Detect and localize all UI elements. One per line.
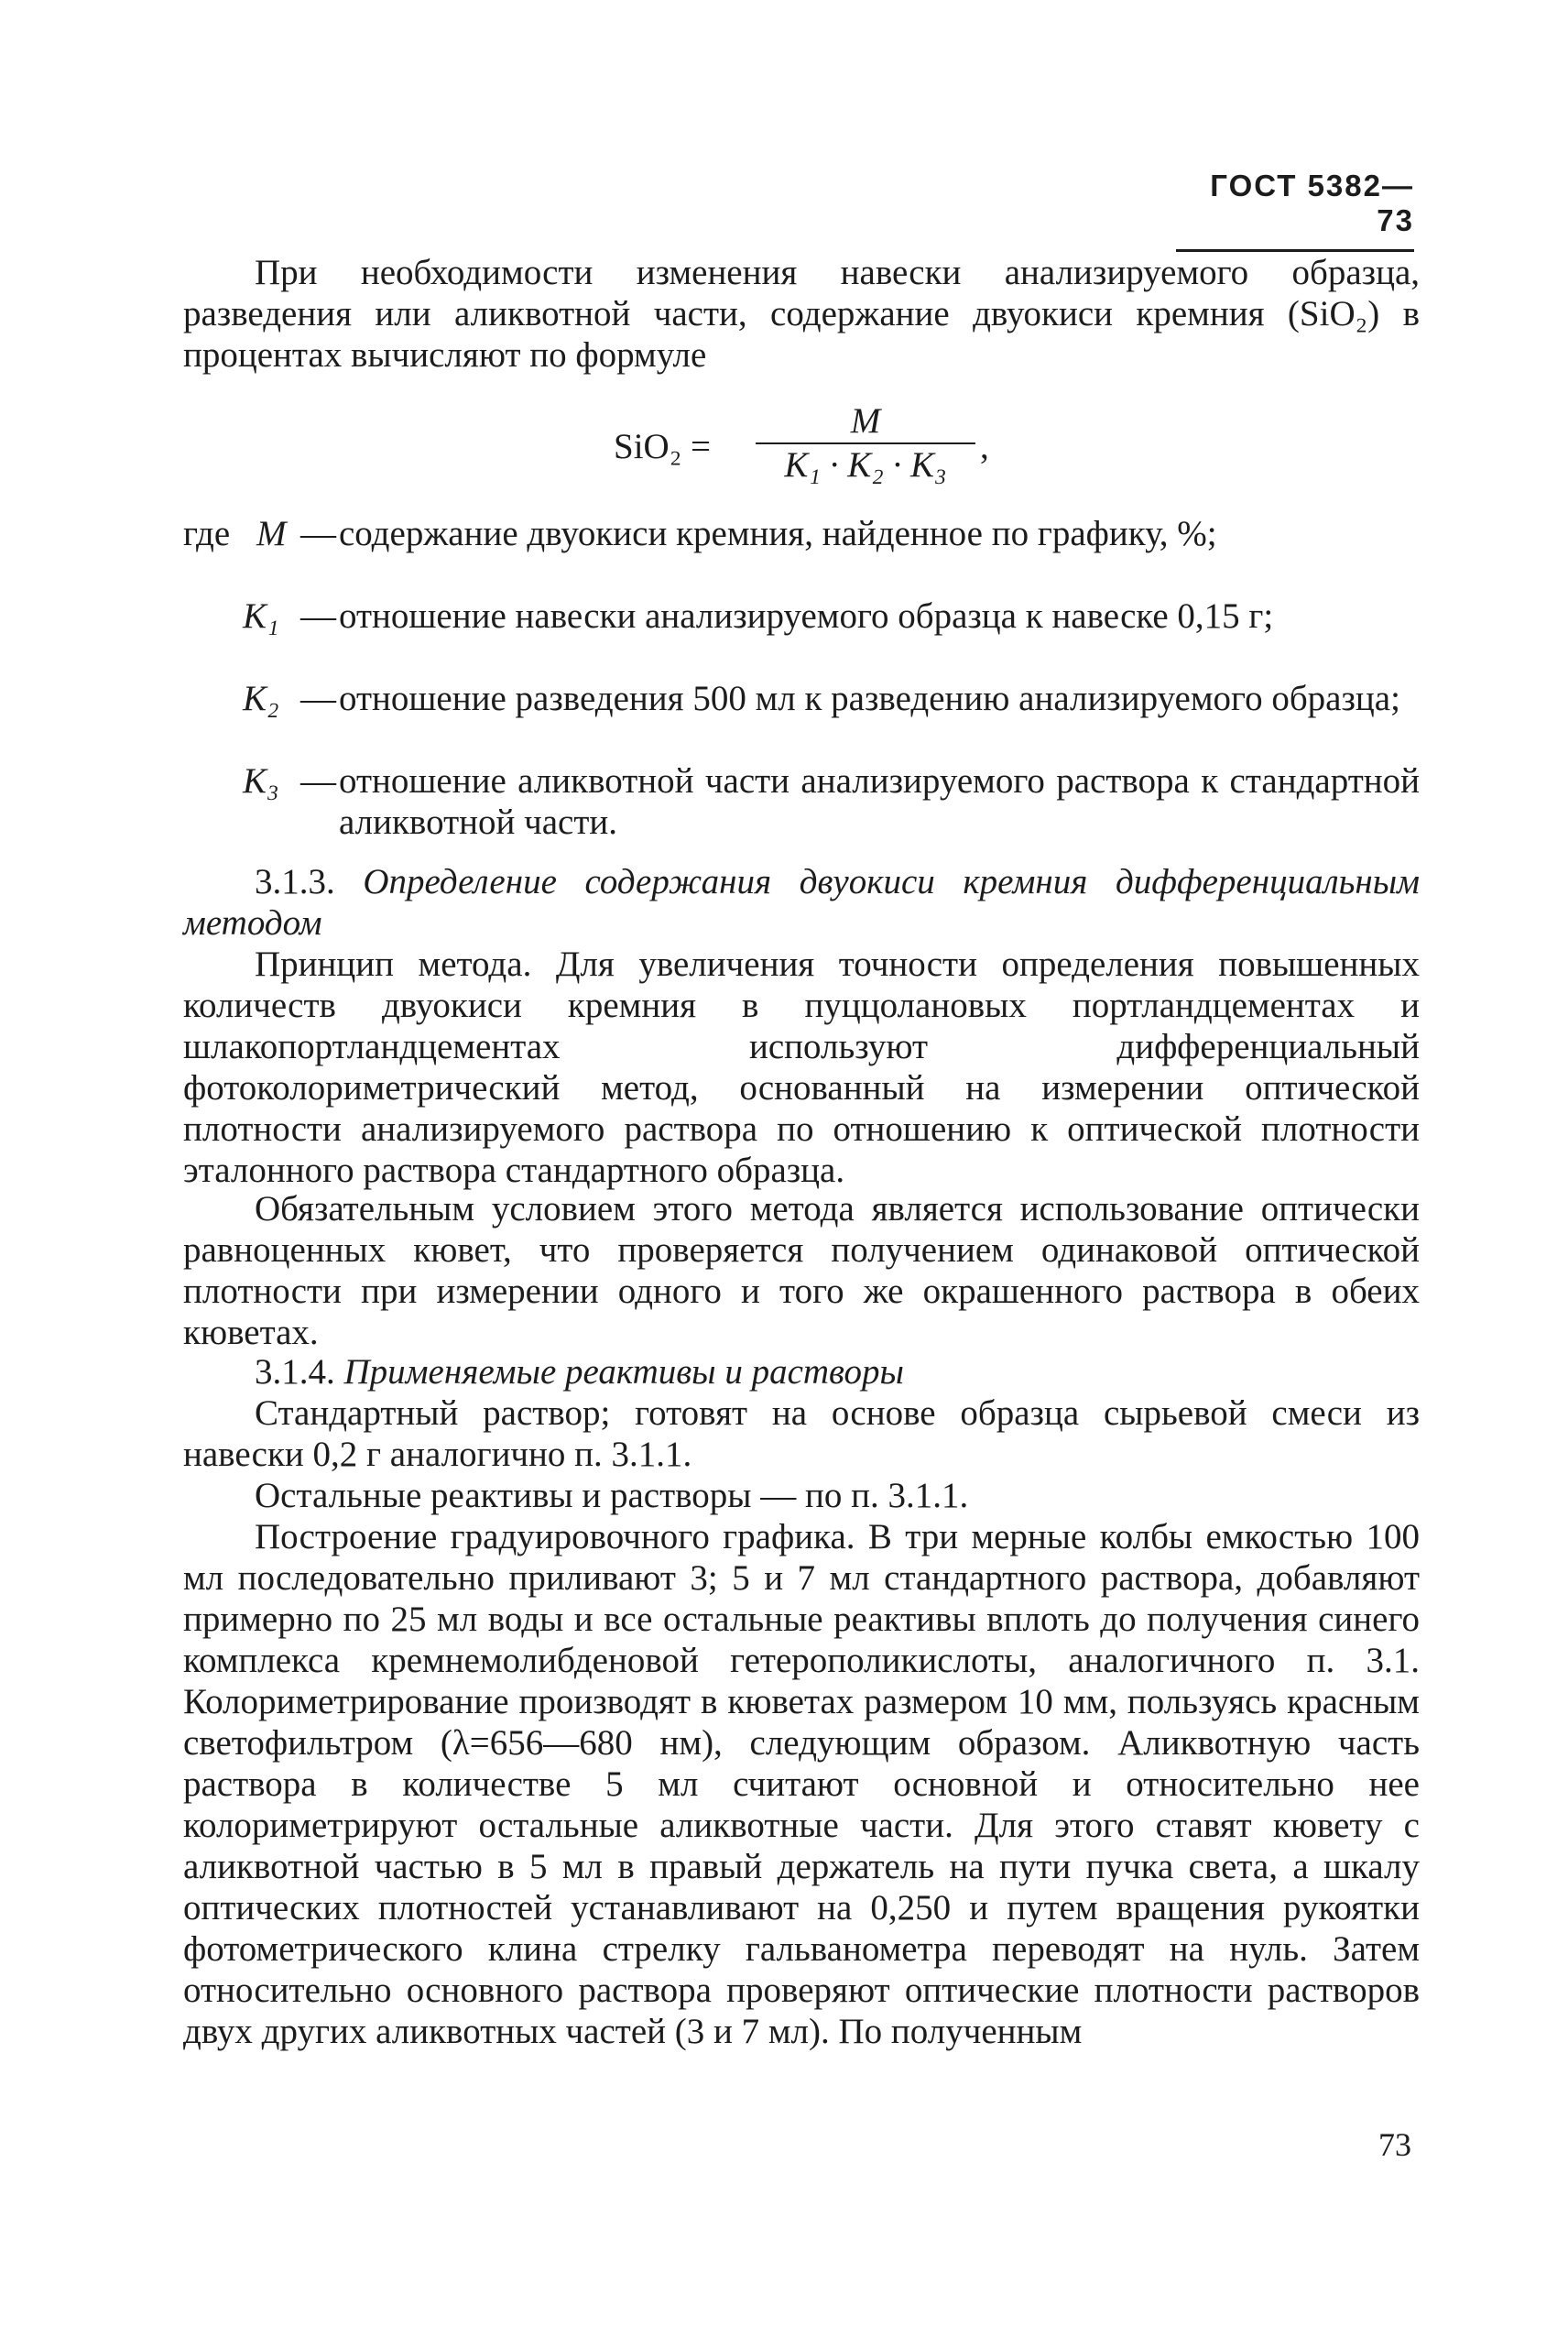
definition-dash: — <box>300 514 336 553</box>
definition-symbol: K₁ <box>243 596 279 636</box>
paragraph: Стандартный раствор; готовят на основе образца сырьевой смеси из навески 0,2 г аналогично п. 3.1.1. <box>183 1393 1420 1474</box>
definition-item <box>183 678 1420 765</box>
definition-symbol: K₂ <box>243 679 279 718</box>
paragraph: Построение градуировочного графика. В три мерные колбы емкостью 100 мл последовательно приливают 3; 5 и 7 мл стандартного раствора, добавляют примерно по 25 мл воды и все остальные реактивы вплоть до получения синего комплекса кремнемолибденовой гетерополикислоты, аналогичного п. 3.1. Колориметрирование производят в кюветах размером 10 мм, пользуясь красным светофильтром (λ=656—680 нм), следующим образом. Аликвотную часть раствора в количестве 5 мл считают основной и относительно нее колориметрируют остальные аликвотные части. Для этого ставят кювету с аликвотной частью в 5 мл в правый держатель на пути пучка света, а шкалу оптических плотностей устанавливают на 0,250 и путем вращения рукоятки фотометрического клина стрелку гальванометра переводят на нуль. Затем относительно основного раствора проверяют оптические плотности растворов двух других аликвотных частей (3 и 7 мл). По полученным <box>183 1517 1420 2051</box>
formula-lhs: SiO₂ = <box>614 427 712 466</box>
formula-denominator: K₁ · K₂ · K₃ <box>784 445 947 485</box>
formula-fraction <box>756 400 975 486</box>
section-number: 3.1.4. <box>255 1352 335 1392</box>
definition-item <box>183 513 1420 600</box>
definition-text: отношение навески анализируемого образца к навеске 0,15 г; <box>339 596 1274 636</box>
definition-item <box>183 760 1420 847</box>
section-heading <box>183 861 1420 944</box>
definition-lead-word: где <box>183 514 231 553</box>
formula-comma: , <box>980 427 989 466</box>
definition-dash: — <box>300 596 336 636</box>
intro-paragraph: При необходимости изменения навески анализируемого образца, разведения или аликвотной части, содержание двуокиси кремния (SiO₂) в процентах вычисляют по формуле <box>183 253 1420 375</box>
formula-numerator: M <box>850 401 881 441</box>
definition-symbol: M <box>256 514 287 553</box>
sio2-formula <box>614 400 998 492</box>
paragraph: Остальные реактивы и растворы — по п. 3.1.1. <box>255 1476 969 1515</box>
definition-text: содержание двуокиси кремния, найденное по графику, %; <box>339 514 1217 553</box>
paragraph: Обязательным условием этого метода является использование оптически равноценных кювет, что проверяется получением одинаковой оптической плотности при измерении одного и того же окрашенного раствора в обеих кюветах. <box>183 1189 1420 1352</box>
definition-text: отношение разведения 500 мл к разведению анализируемого образца; <box>339 679 1400 718</box>
section-heading <box>183 1351 1420 1392</box>
definition-dash: — <box>300 761 336 801</box>
definition-item <box>183 595 1420 683</box>
definition-dash: — <box>300 679 336 718</box>
paragraph: Принцип метода. Для увеличения точности определения повышенных количеств двуокиси кремния в пуццолановых портландцементах и шлакопортландцементах используют дифференциальный фотоколориметрический метод, основанный на измерении оптической плотности анализируемого раствора по отношению к оптической плотности эталонного раствора стандартного образца. <box>183 945 1420 1190</box>
page-number: 73 <box>1378 2126 1411 2163</box>
section-title: Применяемые реактивы и растворы <box>343 1352 904 1392</box>
page-header <box>1176 169 1414 252</box>
definition-text: отношение аликвотной части анализируемого раствора к стандартной аликвотной части. <box>339 761 1420 842</box>
document-code: ГОСТ 5382—73 <box>1210 169 1414 237</box>
section-title: Определение содержания двуокиси кремния дифференциальным методом <box>183 862 1420 943</box>
definition-symbol: K₃ <box>243 761 279 801</box>
section-number: 3.1.3. <box>255 862 335 901</box>
